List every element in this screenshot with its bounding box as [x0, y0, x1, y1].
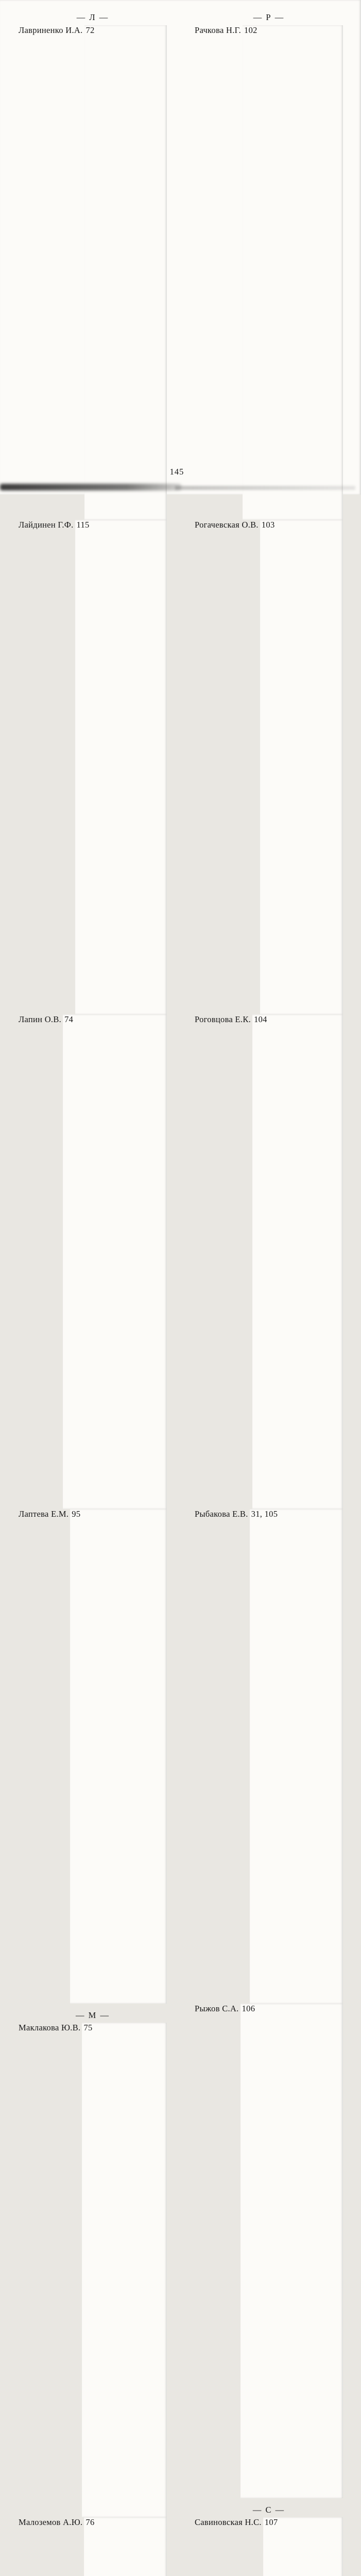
index-entry — [195, 520, 343, 1014]
index-entry — [19, 1509, 167, 2004]
index-entry — [19, 520, 167, 1014]
section-letter-heading: — Р — — [195, 12, 343, 23]
scanned-index-page — [0, 0, 361, 495]
index-entry — [195, 2517, 343, 2576]
index-entry — [19, 2517, 167, 2576]
entry-name: Лавриненко И.А. — [19, 25, 84, 36]
entry-name: Лайдинен Г.Ф. — [19, 520, 75, 530]
index-column-left — [19, 12, 167, 2576]
section-letter-heading: — С — — [195, 2505, 343, 2515]
index-entry — [195, 25, 343, 520]
entry-page-number: 104 — [252, 1014, 343, 1509]
entry-name: Рогачевская О.В. — [195, 520, 260, 530]
entry-name: Роговцова Е.К. — [195, 1014, 252, 1025]
entry-page-number: 74 — [63, 1014, 167, 1509]
entry-name: Рыбакова Е.В. — [195, 1509, 250, 1519]
entry-name: Савиновская Н.С. — [195, 2517, 263, 2528]
scan-artifact-bottom-right — [175, 486, 355, 490]
index-column-right — [195, 12, 343, 2576]
entry-name: Лаптева Е.М. — [19, 1509, 70, 1519]
page-number: 145 — [0, 467, 354, 477]
index-entry — [19, 1014, 167, 1509]
entry-page-number: 95 — [70, 1509, 167, 2004]
entry-page-number: 107 — [263, 2517, 343, 2576]
entry-page-number: 102 — [243, 25, 343, 520]
entry-name: Лапин О.В. — [19, 1014, 63, 1025]
entry-page-number: 106 — [240, 2004, 343, 2498]
scan-artifact-bottom-left — [0, 484, 181, 490]
entry-name: Рачкова Н.Г. — [195, 25, 243, 36]
index-section — [195, 12, 343, 2498]
entry-page-number: 31, 105 — [250, 1509, 343, 2004]
index-entry — [19, 2023, 167, 2517]
entry-page-number: 72 — [84, 25, 167, 520]
section-letter-heading: — Л — — [19, 12, 167, 23]
entry-name: Маклакова Ю.В. — [19, 2023, 82, 2033]
index-section — [195, 2505, 343, 2576]
entry-name: Малоземов А.Ю. — [19, 2517, 84, 2528]
entry-page-number: 115 — [75, 520, 167, 1014]
entry-page-number: 103 — [260, 520, 343, 1014]
index-entry — [195, 1014, 343, 1509]
entry-page-number: 75 — [82, 2023, 167, 2517]
entry-name: Рыжов С.А. — [195, 2004, 240, 2014]
section-letter-heading: — М — — [19, 2010, 167, 2021]
index-section — [19, 2010, 167, 2576]
index-entry — [195, 2004, 343, 2498]
index-entry — [19, 25, 167, 520]
index-section — [19, 12, 167, 2004]
index-entry — [195, 1509, 343, 2004]
entry-page-number: 76 — [84, 2517, 167, 2576]
